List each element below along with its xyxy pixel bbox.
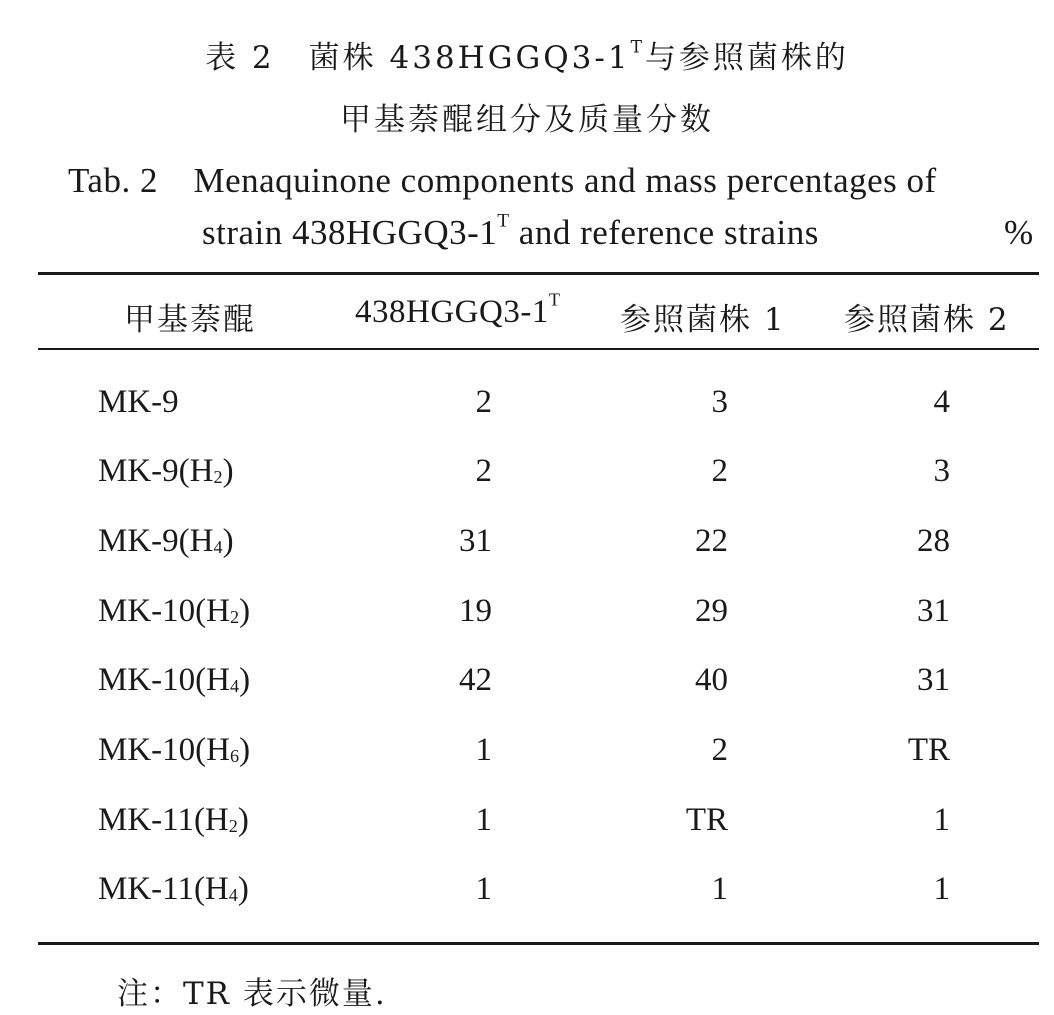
row-4-compound-label: MK-10(H xyxy=(98,593,230,629)
row-5-subscript: 4 xyxy=(229,675,240,696)
caption-cn-line2: 甲基萘醌组分及质量分数 xyxy=(340,102,714,138)
header-reference-1: 参照菌株 1 xyxy=(620,302,786,338)
row-4-reference-2-value: 31 xyxy=(917,593,950,629)
row-3-reference-2-value: 28 xyxy=(917,523,950,559)
row-4-reference-1-value: 29 xyxy=(695,593,728,629)
row-3-strain-value: 31 xyxy=(459,523,492,559)
row-8-subscript: 4 xyxy=(228,884,238,905)
caption-cn-line1-prefix: 表 2 菌株 438HGGQ3-1 xyxy=(205,40,631,76)
row-8-compound xyxy=(98,871,249,908)
row-6-reference-1-value: 2 xyxy=(711,732,728,768)
row-6-close-paren: ) xyxy=(239,732,251,768)
row-3-subscript: 4 xyxy=(213,536,223,557)
row-2-strain-value: 2 xyxy=(475,453,492,489)
row-1-reference-2-value: 4 xyxy=(933,384,950,420)
row-8-reference-1-value: 1 xyxy=(711,871,728,907)
row-2-reference-2-value: 3 xyxy=(933,453,950,489)
table-bottom-rule xyxy=(38,942,1039,945)
row-6-compound-label: MK-10(H xyxy=(98,732,230,768)
row-3-compound-label: MK-9(H xyxy=(98,523,214,559)
caption-en-line2-prefix: strain 438HGGQ3-1 xyxy=(202,213,498,252)
header-strain xyxy=(355,289,561,331)
caption-en-line2 xyxy=(202,210,819,253)
row-4-close-paren: ) xyxy=(239,593,251,629)
caption-en-line2-suffix: and reference strains xyxy=(509,213,819,252)
row-5-strain-value: 42 xyxy=(459,662,492,698)
row-3-compound xyxy=(98,523,234,560)
row-8-strain-value: 1 xyxy=(475,871,492,907)
table-note: 注：TR 表示微量. xyxy=(117,976,387,1012)
row-6-compound xyxy=(98,732,250,769)
row-1-strain-value: 2 xyxy=(475,384,492,420)
row-5-reference-1-value: 40 xyxy=(695,662,728,698)
row-7-strain-value: 1 xyxy=(475,802,492,838)
row-7-subscript: 2 xyxy=(228,815,238,836)
caption-en-superscript: T xyxy=(497,210,510,232)
row-7-compound xyxy=(98,802,249,839)
row-1-compound xyxy=(98,384,179,421)
row-7-reference-1-value: TR xyxy=(685,802,728,838)
caption-cn-line1 xyxy=(0,32,1054,77)
row-8-compound-label: MK-11(H xyxy=(98,871,229,907)
row-4-compound xyxy=(98,593,250,630)
row-5-reference-2-value: 31 xyxy=(917,662,950,698)
row-1-reference-1-value: 3 xyxy=(711,384,728,420)
row-5-compound-label: MK-10(H xyxy=(98,662,230,698)
row-8-close-paren: ) xyxy=(237,871,249,907)
row-2-compound xyxy=(98,453,234,490)
row-2-close-paren: ) xyxy=(222,453,234,489)
row-6-strain-value: 1 xyxy=(475,732,492,768)
row-5-close-paren: ) xyxy=(239,662,251,698)
row-7-compound-label: MK-11(H xyxy=(98,802,229,838)
row-2-subscript: 2 xyxy=(213,466,223,487)
row-2-reference-1-value: 2 xyxy=(711,453,728,489)
caption-cn-superscript: T xyxy=(630,37,645,58)
header-strain-superscript: T xyxy=(548,289,561,310)
row-7-close-paren: ) xyxy=(237,802,249,838)
row-1-compound-label: MK-9 xyxy=(98,384,179,420)
row-4-subscript: 2 xyxy=(229,606,240,627)
unit-label: % xyxy=(1004,213,1034,252)
row-2-compound-label: MK-9(H xyxy=(98,453,214,489)
row-5-compound xyxy=(98,662,250,699)
row-6-subscript: 6 xyxy=(229,745,240,766)
row-3-close-paren: ) xyxy=(222,523,234,559)
row-6-reference-2-value: TR xyxy=(907,732,950,768)
header-menaquinone: 甲基萘醌 xyxy=(124,302,256,338)
header-reference-2: 参照菌株 2 xyxy=(844,302,1010,338)
row-3-reference-1-value: 22 xyxy=(695,523,728,559)
row-7-reference-2-value: 1 xyxy=(933,802,950,838)
table-top-rule xyxy=(38,272,1039,275)
caption-cn-line1-suffix: 与参照菌株的 xyxy=(644,40,849,76)
row-4-strain-value: 19 xyxy=(459,593,492,629)
caption-en-line1: Tab. 2 Menaquinone components and mass percentages of xyxy=(68,161,937,200)
header-strain-name: 438HGGQ3-1 xyxy=(355,294,549,330)
table-header-rule xyxy=(38,348,1039,350)
row-8-reference-2-value: 1 xyxy=(933,871,950,907)
